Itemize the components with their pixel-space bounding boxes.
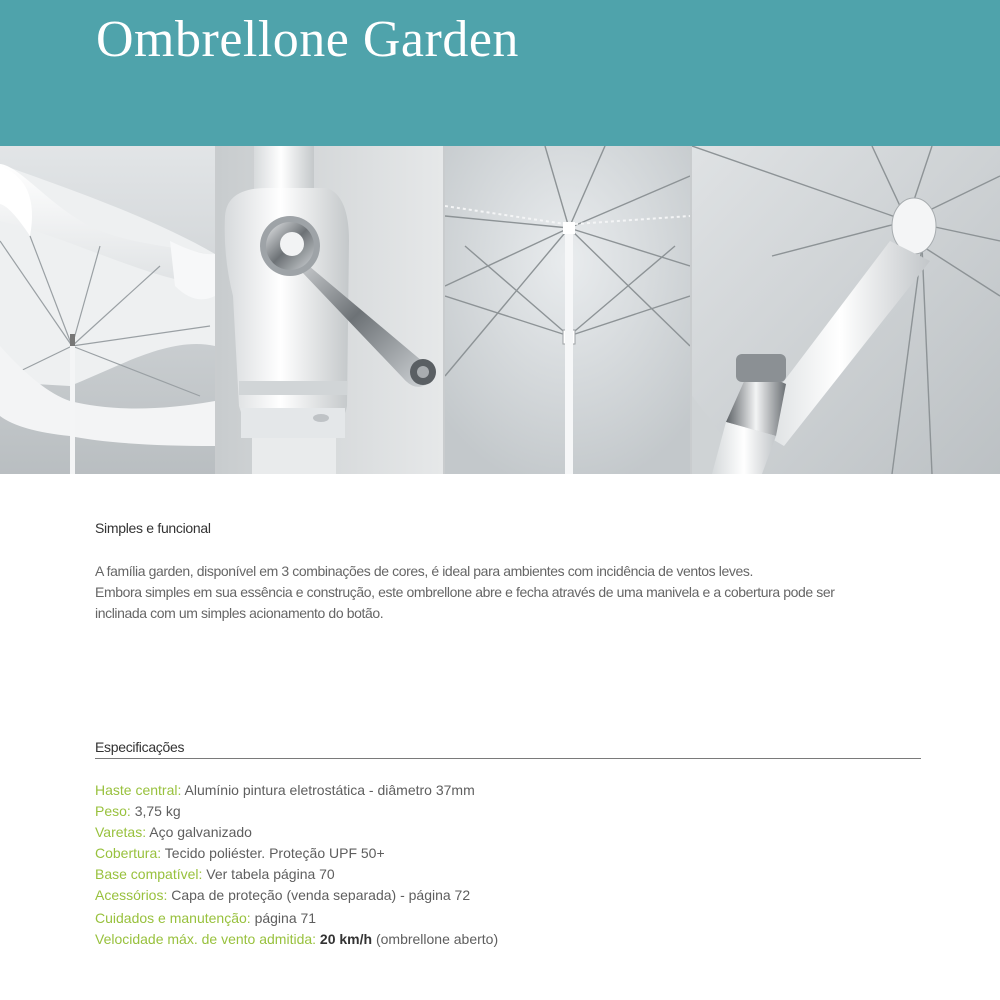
intro-line: A família garden, disponível em 3 combinações de cores, é ideal para ambientes com incidência de ventos leves. — [95, 563, 753, 579]
spec-value: Alumínio pintura eletrostática - diâmetro 37mm — [184, 782, 475, 798]
spec-label: Cuidados e manutenção: — [95, 910, 251, 926]
spec-value: Aço galvanizado — [149, 824, 252, 840]
photo-open-umbrella-canopy — [0, 146, 215, 474]
photo-umbrella-ribs — [445, 146, 690, 474]
spec-row-varetas — [95, 822, 925, 843]
header-banner — [0, 0, 1000, 146]
spec-row-peso — [95, 801, 925, 822]
spec-label: Cobertura: — [95, 845, 162, 861]
spec-value: Capa de proteção (venda separada) - página 72 — [171, 887, 471, 903]
spec-label: Haste central: — [95, 782, 182, 798]
specs-divider — [95, 758, 921, 759]
spec-row-cobertura — [95, 843, 925, 864]
spec-label: Peso: — [95, 803, 131, 819]
spec-row-base-compativel — [95, 864, 925, 885]
spec-label: Acessórios: — [95, 887, 168, 903]
spec-label: Velocidade máx. de vento admitida: — [95, 931, 317, 947]
photo-strip — [0, 146, 1000, 474]
intro-line: inclinada com um simples acionamento do botão. — [95, 605, 384, 621]
spec-list — [95, 780, 925, 950]
spec-label: Base compatível: — [95, 866, 203, 882]
spec-row-acessorios — [95, 885, 925, 906]
spec-value: Tecido poliéster. Proteção UPF 50+ — [164, 845, 385, 861]
spec-value: Ver tabela página 70 — [206, 866, 335, 882]
spec-value-strong: 20 km/h — [319, 931, 373, 947]
specs-heading: Especificações — [95, 739, 185, 755]
spec-row-cuidados — [95, 908, 925, 929]
photo-crank-handle — [217, 146, 443, 474]
intro-heading: Simples e funcional — [95, 520, 211, 536]
spec-row-velocidade-vento — [95, 929, 925, 950]
intro-line: Embora simples em sua essência e construção, este ombrellone abre e fecha através de uma manivela e a cobertura pode ser — [95, 584, 835, 600]
intro-paragraph — [95, 561, 935, 624]
page-title: Ombrellone Garden — [96, 11, 519, 68]
photo-tilt-joint — [692, 146, 1000, 474]
spec-value: (ombrellone aberto) — [375, 931, 499, 947]
spec-value: página 71 — [254, 910, 317, 926]
spec-label: Varetas: — [95, 824, 147, 840]
spec-value: 3,75 kg — [134, 803, 181, 819]
spec-row-haste-central — [95, 780, 925, 801]
